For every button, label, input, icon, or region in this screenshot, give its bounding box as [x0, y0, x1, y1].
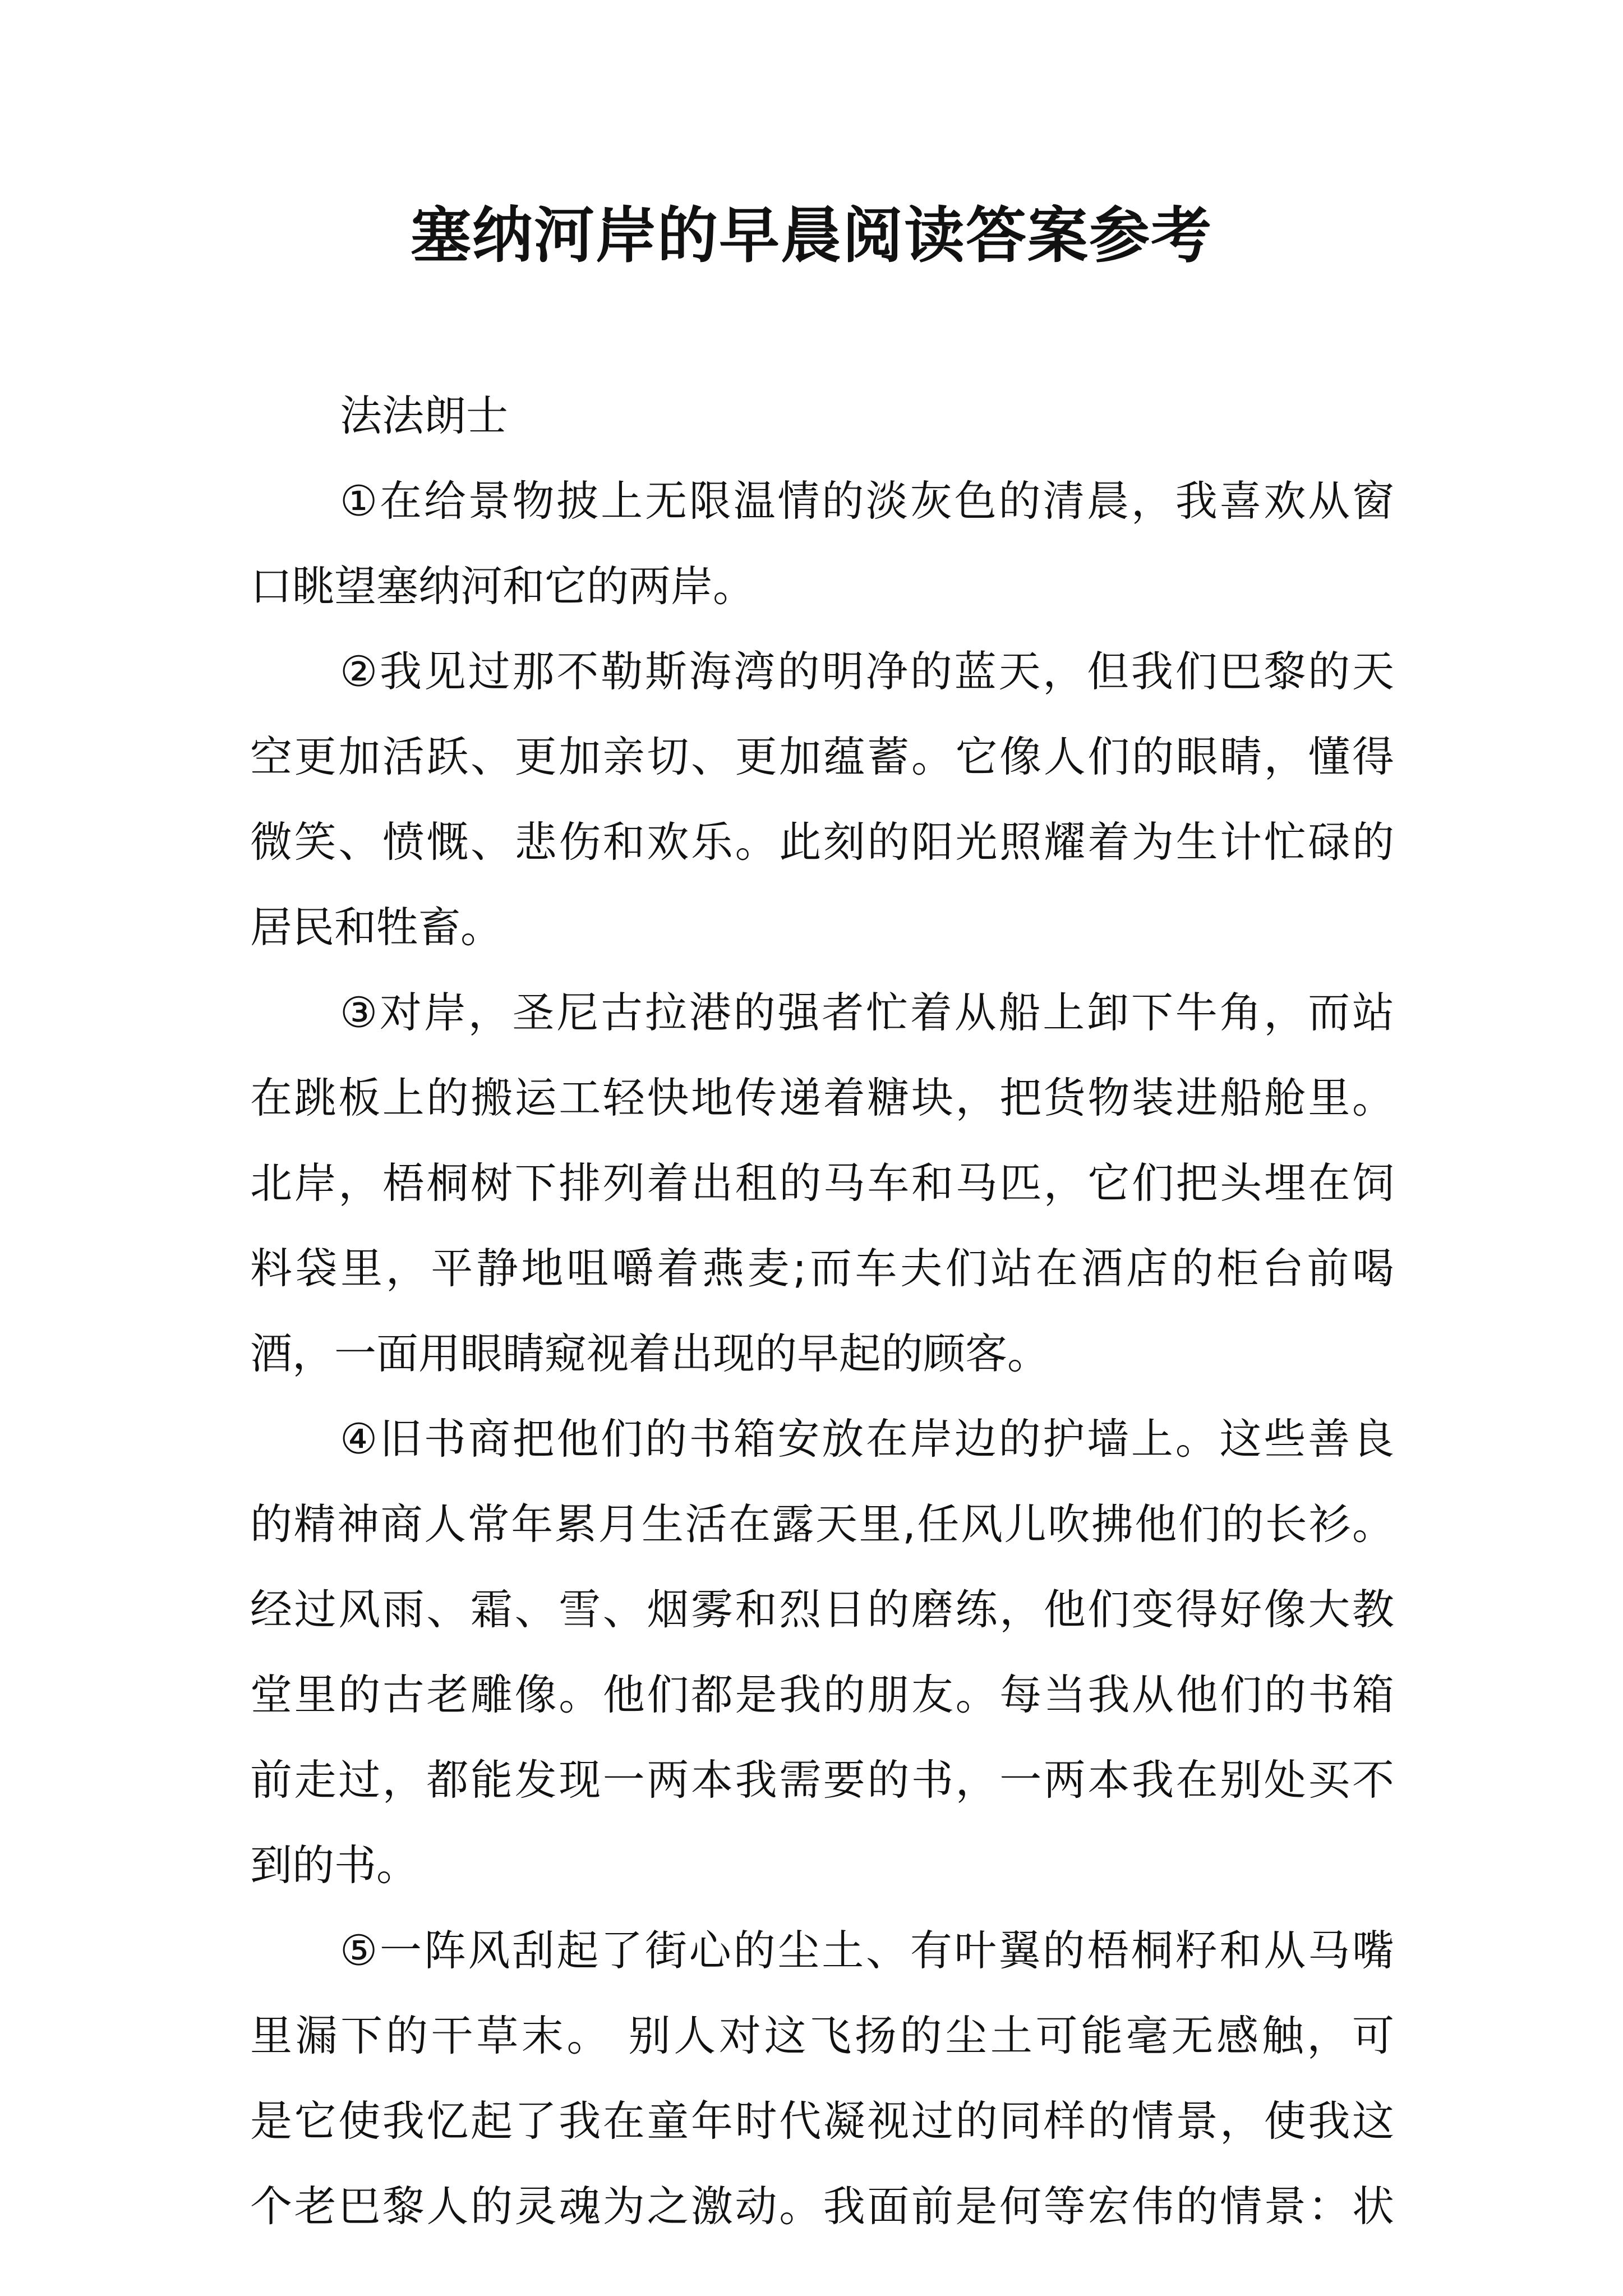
text-line: 口眺望塞纳河和它的两岸。 — [250, 562, 755, 611]
page-title: 塞纳河岸的早晨阅读答案参考 — [410, 200, 1212, 271]
text-line: 微笑、愤慨、悲伤和欢乐。此刻的阳光照耀着为生计忙碌的 — [250, 817, 1394, 867]
text-line: 到的书。 — [250, 1841, 419, 1890]
text-line: 酒，一面用眼睛窥视着出现的早起的顾客。 — [250, 1329, 1050, 1378]
text-line: 空更加活跃、更加亲切、更加蕴蓄。它像人们的眼睛，懂得 — [250, 732, 1394, 781]
text-line: 堂里的古老雕像。他们都是我的朋友。每当我从他们的书箱 — [250, 1670, 1394, 1719]
text-line: 的精神商人常年累月生活在露天里,任风儿吹拂他们的长衫。 — [250, 1499, 1394, 1549]
text-line: 是它使我忆起了我在童年时代凝视过的同样的情景，使我这 — [250, 2096, 1394, 2146]
text-line: ①在给景物披上无限温情的淡灰色的清晨，我喜欢从窗 — [340, 476, 1394, 526]
text-line: 北岸，梧桐树下排列着出租的马车和马匹，它们把头埋在饲 — [250, 1158, 1394, 1208]
text-line: 居民和牲畜。 — [250, 903, 503, 952]
author-line: 法法朗士 — [340, 391, 509, 440]
article-body — [250, 373, 1394, 2249]
text-line: 个老巴黎人的灵魂为之激动。我面前是何等宏伟的情景：状 — [250, 2182, 1394, 2231]
text-line: ③对岸，圣尼古拉港的强者忙着从船上卸下牛角，而站 — [340, 988, 1394, 1037]
text-line: 前走过，都能发现一两本我需要的书，一两本我在别处买不 — [250, 1755, 1394, 1805]
text-line: 里漏下的干草末。 别人对这飞扬的尘土可能毫无感触，可 — [250, 2011, 1394, 2060]
text-line: ⑤一阵风刮起了街心的尘土、有叶翼的梧桐籽和从马嘴 — [340, 1926, 1394, 1975]
text-line: 经过风雨、霜、雪、烟雾和烈日的磨练，他们变得好像大教 — [250, 1585, 1394, 1634]
text-line: ④旧书商把他们的书箱安放在岸边的护墙上。这些善良 — [340, 1414, 1394, 1464]
text-line: 在跳板上的搬运工轻快地传递着糖块，把货物装进船舱里。 — [250, 1073, 1394, 1122]
text-line: ②我见过那不勒斯海湾的明净的蓝天，但我们巴黎的天 — [340, 647, 1394, 696]
text-line: 料袋里，平静地咀嚼着燕麦;而车夫们站在酒店的柜台前喝 — [250, 1244, 1394, 1293]
